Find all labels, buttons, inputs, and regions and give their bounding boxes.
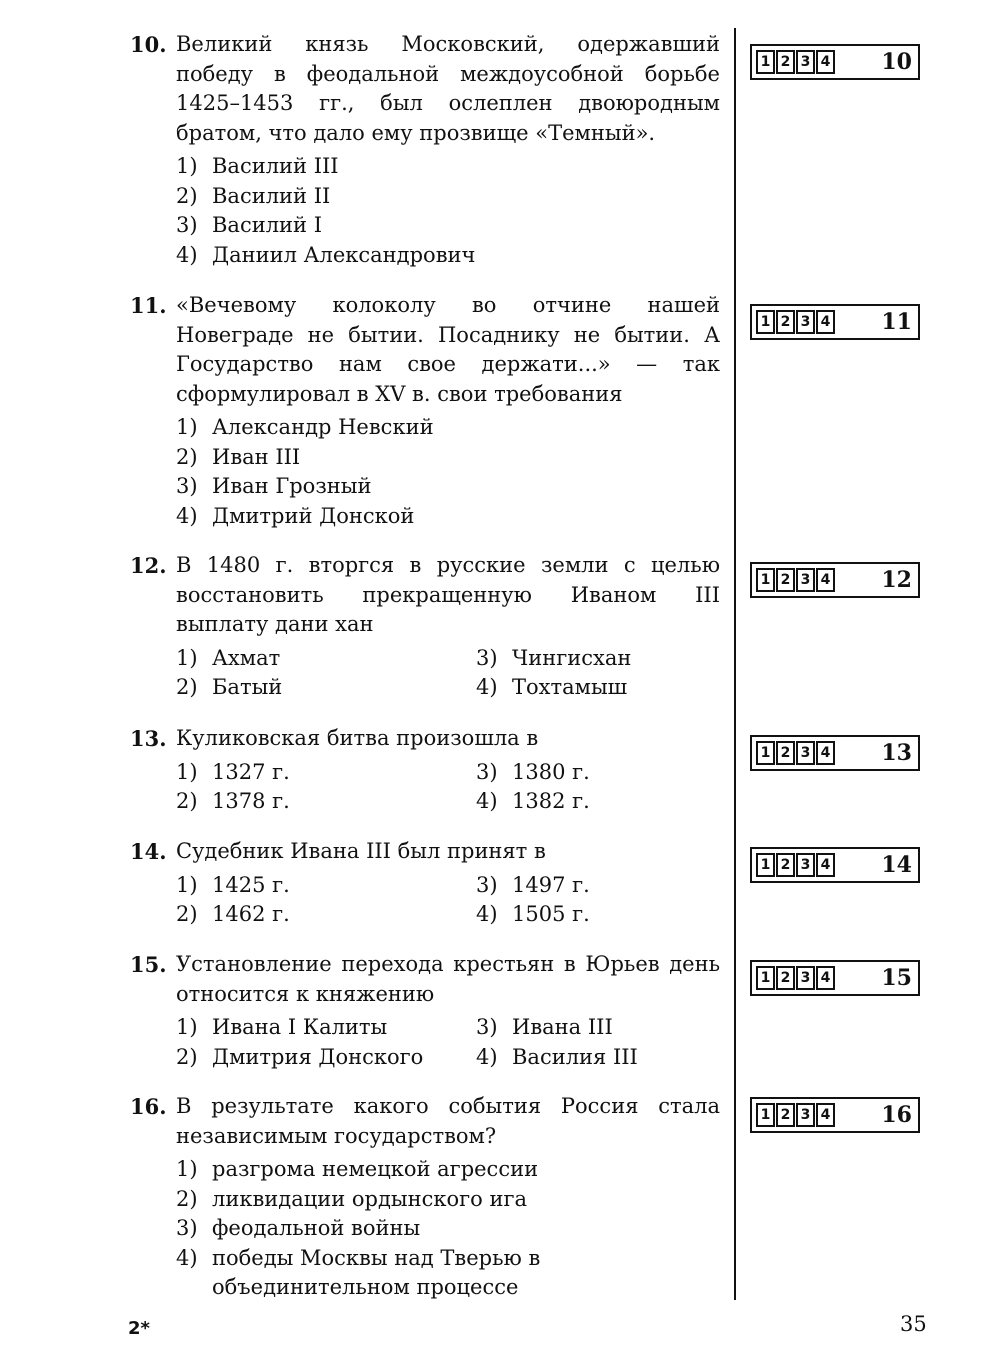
answer-cell-4[interactable]: 4	[816, 568, 835, 592]
option	[176, 900, 476, 930]
option	[476, 1013, 736, 1043]
answer-cell-2[interactable]: 2	[776, 568, 795, 592]
option	[476, 673, 736, 703]
option	[176, 241, 720, 271]
question-15	[130, 950, 720, 1072]
option-text: Александр Невский	[212, 415, 434, 439]
answer-cell-3[interactable]: 3	[796, 310, 815, 334]
option	[476, 871, 736, 901]
option-number: 4)	[476, 902, 498, 926]
option-number: 2)	[176, 789, 198, 813]
option	[176, 673, 476, 703]
option	[176, 1155, 720, 1185]
option-number: 2)	[176, 902, 198, 926]
sheet-signature: 2*	[128, 1318, 150, 1339]
question-11	[130, 291, 720, 531]
answer-box-number: 10	[881, 49, 912, 75]
option-number: 1)	[176, 1157, 198, 1181]
option-number: 2)	[176, 444, 198, 469]
options-list	[176, 152, 720, 270]
option-text: 1380 г.	[512, 759, 590, 784]
options-list	[176, 871, 720, 930]
options-list	[176, 413, 720, 531]
option-number: 4)	[476, 675, 498, 699]
option-number: 3)	[476, 872, 498, 897]
answer-cell-1[interactable]: 1	[756, 966, 775, 990]
options-list	[176, 758, 720, 817]
answer-cell-3[interactable]: 3	[796, 853, 815, 877]
option-number: 2)	[176, 1044, 198, 1069]
answer-cell-1[interactable]: 1	[756, 741, 775, 765]
question-number: 11.	[130, 293, 167, 318]
option	[476, 1043, 736, 1073]
option	[176, 758, 476, 788]
option	[476, 787, 736, 817]
answer-cell-4[interactable]: 4	[816, 966, 835, 990]
option-number: 1)	[176, 759, 198, 784]
answer-box-number: 12	[881, 567, 912, 593]
option-text: Батый	[212, 675, 283, 699]
answer-cell-3[interactable]: 3	[796, 966, 815, 990]
question-text: Куликовская битва произошла в	[176, 726, 539, 750]
answer-box-number: 11	[881, 309, 912, 335]
answer-box-15[interactable]	[750, 960, 920, 996]
answer-box-11[interactable]	[750, 304, 920, 340]
option	[176, 787, 476, 817]
answer-box-number: 16	[881, 1102, 912, 1128]
option-text: Ахмат	[212, 645, 281, 670]
option-text: 1327 г.	[212, 759, 290, 784]
option-text: 1378 г.	[212, 789, 290, 813]
answer-box-10[interactable]	[750, 44, 920, 80]
answer-cell-3[interactable]: 3	[796, 741, 815, 765]
answer-cell-4[interactable]: 4	[816, 741, 835, 765]
option	[176, 1214, 720, 1244]
question-12	[130, 551, 720, 703]
option-number: 3)	[476, 759, 498, 784]
option	[176, 182, 720, 212]
answer-cell-2[interactable]: 2	[776, 853, 795, 877]
option	[476, 900, 736, 930]
option	[176, 152, 720, 182]
option	[176, 1013, 476, 1043]
question-text: В результате какого события Россия стала независимым государством?	[176, 1094, 720, 1148]
option-text: Василий II	[212, 183, 331, 208]
answer-cell-1[interactable]: 1	[756, 853, 775, 877]
option	[176, 644, 476, 674]
question-text: Великий князь Московский, одержавший победу в феодальной междоусобной борьбе 1425–1453 гг., был ослеплен двоюродным братом, что дало ему прозвище «Темный».	[176, 32, 720, 145]
option-number: 4)	[476, 789, 498, 813]
option-text: 1505 г.	[512, 902, 590, 926]
answer-box-14[interactable]	[750, 847, 920, 883]
option-number: 2)	[176, 675, 198, 699]
option-number: 3)	[176, 213, 198, 237]
options-list	[176, 1155, 720, 1303]
answer-cell-1[interactable]: 1	[756, 1103, 775, 1127]
option	[176, 1244, 720, 1303]
option-text: ликвидации ордынского ига	[212, 1186, 527, 1211]
question-number: 15.	[130, 952, 167, 977]
option-number: 1)	[176, 415, 198, 439]
answer-box-12[interactable]	[750, 562, 920, 598]
option-number: 3)	[176, 1216, 198, 1240]
question-number: 14.	[130, 839, 167, 864]
answer-cell-2[interactable]: 2	[776, 1103, 795, 1127]
option-number: 1)	[176, 645, 198, 670]
option-text: Даниил Александрович	[212, 242, 476, 267]
option-number: 3)	[476, 1015, 498, 1039]
option-text: разгрома немецкой агрессии	[212, 1157, 539, 1181]
answer-box-13[interactable]	[750, 735, 920, 771]
option	[176, 871, 476, 901]
question-text: Установление перехода крестьян в Юрьев день относится к княжению	[176, 952, 720, 1006]
answer-cell-4[interactable]: 4	[816, 1103, 835, 1127]
question-number: 10.	[130, 32, 167, 57]
question-10	[130, 30, 720, 270]
option	[176, 443, 720, 473]
page-number: 35	[900, 1312, 927, 1336]
option-text: Иван Грозный	[212, 474, 372, 498]
answer-cell-1[interactable]: 1	[756, 568, 775, 592]
options-list	[176, 1013, 720, 1072]
option-text: Дмитрия Донского	[212, 1044, 424, 1069]
answer-box-number: 13	[881, 740, 912, 766]
answer-cell-3[interactable]: 3	[796, 568, 815, 592]
answer-cell-2[interactable]: 2	[776, 310, 795, 334]
option-number: 2)	[176, 183, 198, 208]
question-14	[130, 837, 720, 930]
option-number: 3)	[476, 645, 498, 670]
answer-cell-4[interactable]: 4	[816, 50, 835, 74]
option-text: Чингисхан	[512, 645, 632, 670]
option	[176, 413, 720, 443]
option-text: 1425 г.	[212, 872, 290, 897]
option	[176, 502, 720, 532]
option	[176, 1185, 720, 1215]
option-number: 4)	[176, 1245, 198, 1270]
question-16	[130, 1092, 720, 1303]
question-text: В 1480 г. вторгся в русские земли с целью восстановить прекращенную Иваном III выплату дани хан	[176, 553, 720, 636]
answer-cell-3[interactable]: 3	[796, 1103, 815, 1127]
option-number: 1)	[176, 872, 198, 897]
option-number: 1)	[176, 1015, 198, 1039]
answer-cell-1[interactable]: 1	[756, 310, 775, 334]
option-text: 1462 г.	[212, 902, 290, 926]
option-number: 4)	[476, 1044, 498, 1069]
option-text: Василий I	[212, 213, 323, 237]
answer-cell-2[interactable]: 2	[776, 966, 795, 990]
option	[176, 1043, 476, 1073]
option-text: Василия III	[512, 1044, 638, 1069]
option-text: Иван III	[212, 444, 301, 469]
option-text: Василий III	[212, 154, 339, 178]
question-13	[130, 724, 720, 817]
question-number: 13.	[130, 726, 167, 751]
option-text: феодальной войны	[212, 1216, 421, 1240]
option-text: 1382 г.	[512, 789, 590, 813]
answer-box-number: 15	[881, 965, 912, 991]
option-text: Тохтамыш	[512, 675, 628, 699]
answer-box-number: 14	[881, 852, 912, 878]
option-text: победы Москвы над Тверью в объединительном процессе	[212, 1245, 541, 1299]
option-text: Дмитрий Донской	[212, 503, 415, 528]
option-text: Ивана I Калиты	[212, 1015, 388, 1039]
option-number: 3)	[176, 474, 198, 498]
question-number: 12.	[130, 553, 167, 578]
option-number: 4)	[176, 242, 198, 267]
option-text: 1497 г.	[512, 872, 590, 897]
option-number: 4)	[176, 503, 198, 528]
question-text: «Вечевому колоколу во отчине нашей Новеграде не бытии. Посаднику не бытии. А Государство нам свое держати...» — так сформулировал в XV в. свои требования	[176, 293, 720, 406]
option-number: 1)	[176, 154, 198, 178]
answer-cell-4[interactable]: 4	[816, 310, 835, 334]
option-text: Ивана III	[512, 1015, 613, 1039]
option-number: 2)	[176, 1186, 198, 1211]
answer-cell-2[interactable]: 2	[776, 741, 795, 765]
answer-box-16[interactable]	[750, 1097, 920, 1133]
answer-cell-1[interactable]: 1	[756, 50, 775, 74]
option	[176, 211, 720, 241]
options-list	[176, 644, 720, 703]
option	[476, 758, 736, 788]
answer-cell-4[interactable]: 4	[816, 853, 835, 877]
answer-cell-2[interactable]: 2	[776, 50, 795, 74]
answer-cell-3[interactable]: 3	[796, 50, 815, 74]
question-number: 16.	[130, 1094, 167, 1119]
option	[476, 644, 736, 674]
question-text: Судебник Ивана III был принят в	[176, 839, 546, 863]
option	[176, 472, 720, 502]
